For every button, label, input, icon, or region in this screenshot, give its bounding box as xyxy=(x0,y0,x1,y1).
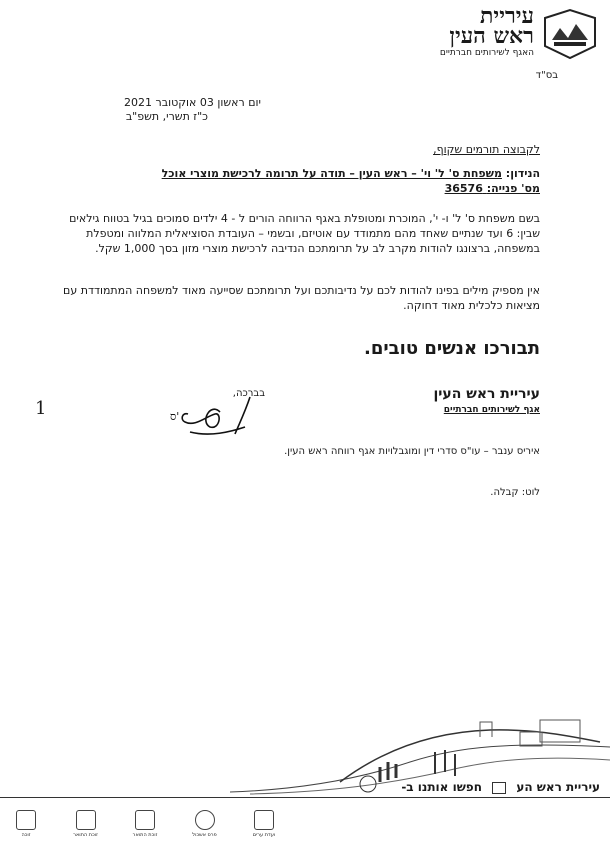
attachment-line: לוט: קבלה. xyxy=(490,487,540,498)
bsd-mark: בס"ד xyxy=(535,70,558,81)
social-icon xyxy=(492,782,506,794)
footer-city: עיריית ראש הע xyxy=(516,780,600,794)
org-name: עיריית ראש העין xyxy=(449,3,534,49)
svg-text:ס': ס' xyxy=(170,410,180,423)
body-paragraph-2: אין מספיק מילים בפינו להודות לכם על נדיבותכם ועל תרומתכם שסייעה מאוד למשפחה המתמודדת עם מציאות כלכלית מאוד דחוקה. xyxy=(63,284,540,312)
request-number: 36576 xyxy=(444,182,483,195)
signer-line: איריס ענבר – עו"ס סדרי דין ומוגבלויות אגף רווחה ראש העין. xyxy=(284,446,540,457)
page-number: 1 xyxy=(35,398,47,419)
award-icon: זוכת התואר xyxy=(70,810,102,850)
tourism-icon: זוכת התואר xyxy=(129,810,161,850)
signature-dept: אגף לשירותים חברתיים xyxy=(443,405,540,415)
subject-text: משפחת ס' ל' וי' – ראש העין – תודה על תרומה לרכישת מוצרי אוכל xyxy=(161,167,502,180)
date-hebrew: כ"ז תשרי, תשפ"ב xyxy=(125,110,208,123)
greeting: בברכה, xyxy=(232,388,265,399)
education-icon: זוכה xyxy=(10,810,42,850)
footer-divider xyxy=(0,797,610,798)
footer-slogan xyxy=(401,780,600,794)
date-gregorian: יום ראשון 03 אוקטובר 2021 xyxy=(124,96,261,109)
org-subtitle: האגף לשירותים חברתיים xyxy=(439,48,534,58)
signature-org: עיריית ראש העין xyxy=(433,386,540,402)
subject-block xyxy=(60,166,540,196)
footer-slogan-text: חפשו אותנו ב- xyxy=(401,780,482,794)
subject-label: הנידון: xyxy=(505,167,540,180)
blessing-line: תבורכו אנשים טובים. xyxy=(364,338,540,359)
handwritten-signature-icon xyxy=(150,392,270,442)
recipient-line: לקבוצה תורמים שקוף, xyxy=(433,143,540,156)
footer-icons xyxy=(10,810,280,850)
instagram-icon: פרס אשכול xyxy=(189,810,221,850)
request-label: מס' פנייה: xyxy=(486,182,540,195)
facebook-icon: ועדת ערים xyxy=(248,810,280,850)
body-paragraph-1: בשם משפחת ס' ל' ו- י', המוכרת ומטופלת באגף הרווחה הורים ל - 4 ילדים סמוכים בגיל בטווח גילאים שבין: 6 ועד שנתיים שאחד מהם מתמודד עם אוטיזם, ובשמי – העובדת הסוציאלית המלווה ומטפלת במשפחה, ברצונגו להודות מקרב לב על תרומתכם הנדיבה לרכישת מוצרי מזון בסך 1,000 שקל. xyxy=(69,212,540,255)
city-emblem-icon xyxy=(540,8,600,60)
